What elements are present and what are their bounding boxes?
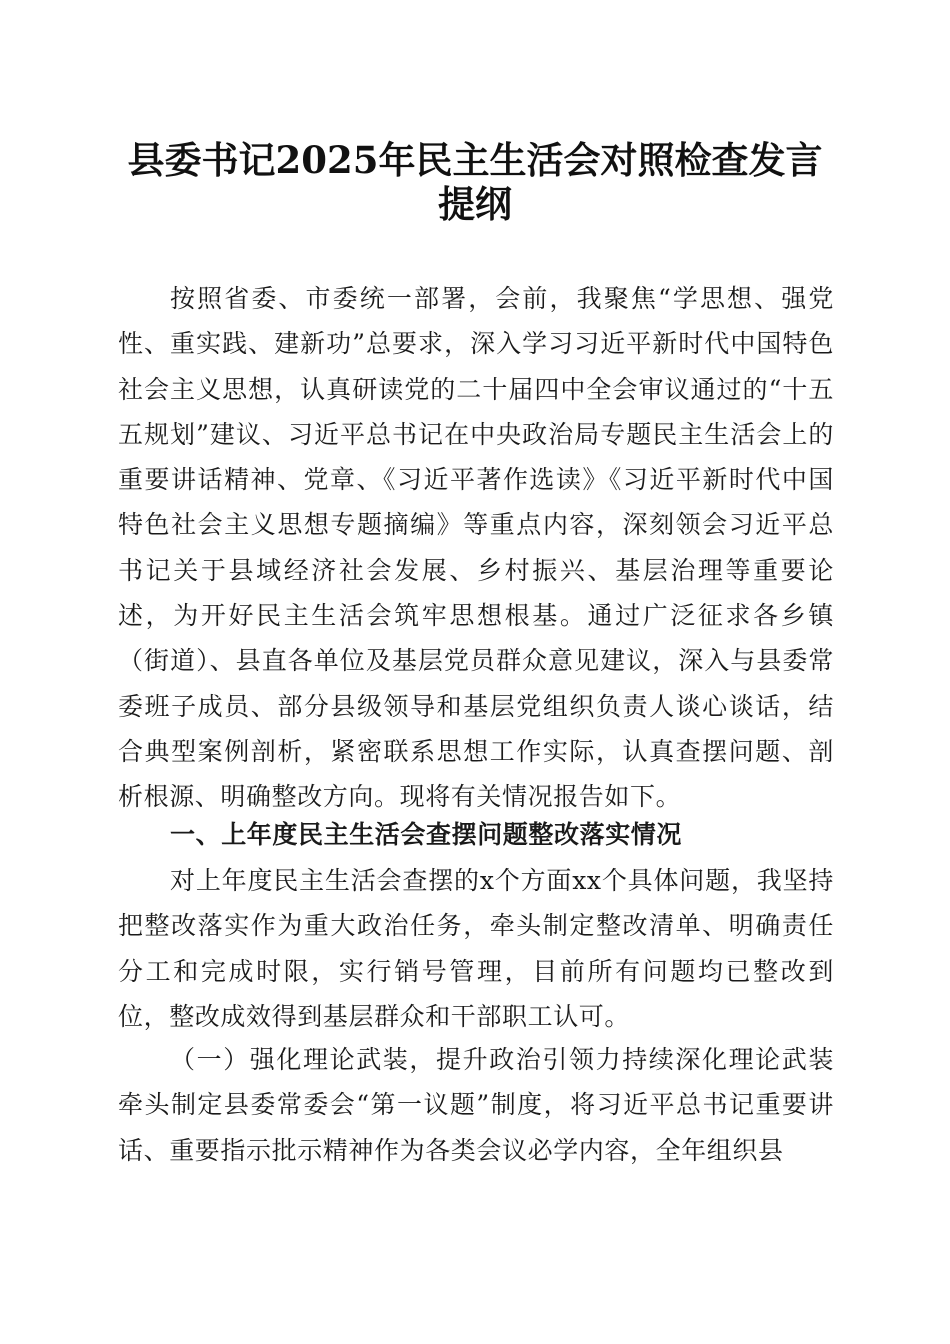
intro-paragraph: 按照省委、市委统一部署，会前，我聚焦“学思想、强党性、重实践、建新功”总要求，深入学习习近平新时代中国特色社会主义思想，认真研读党的二十届四中全会审议通过的“十五五规划”建议、习近平总书记在中央政治局专题民主生活会上的重要讲话精神、党章、《习近平著作选读》《习近平新时代中国特色社会主义思想专题摘编》等重点内容，深刻领会习近平总书记关于县域经济社会发展、乡村振兴、基层治理等重要论述，为开好民主生活会筑牢思想根基。通过广泛征求各乡镇（街道）、县直各单位及基层党员群众意见建议，深入与县委常委班子成员、部分县级领导和基层党组织负责人谈心谈话，结合典型案例剖析，紧密联系思想工作实际，认真查摆问题、剖析根源、明确整改方向。现将有关情况报告如下。 xyxy=(118,284,834,812)
section-heading: 一、上年度民主生活会查摆问题整改落实情况 xyxy=(170,820,683,849)
document-title: 县委书记2025年民主生活会对照检查发言提纲 xyxy=(127,138,823,226)
section-body-paragraph: 对上年度民主生活会查摆的x个方面xx个具体问题，我坚持把整改落实作为重大政治任务，牵头制定整改清单、明确责任分工和完成时限，实行销号管理，目前所有问题均已整改到位，整改成效得到基层群众和干部职工认可。 xyxy=(118,866,834,1031)
subsection-paragraph: （一）强化理论武装，提升政治引领力持续深化理论武装牵头制定县委常委会“第一议题”制度，将习近平总书记重要讲话、重要指示批示精神作为各类会议必学内容，全年组织县 xyxy=(118,1045,834,1165)
